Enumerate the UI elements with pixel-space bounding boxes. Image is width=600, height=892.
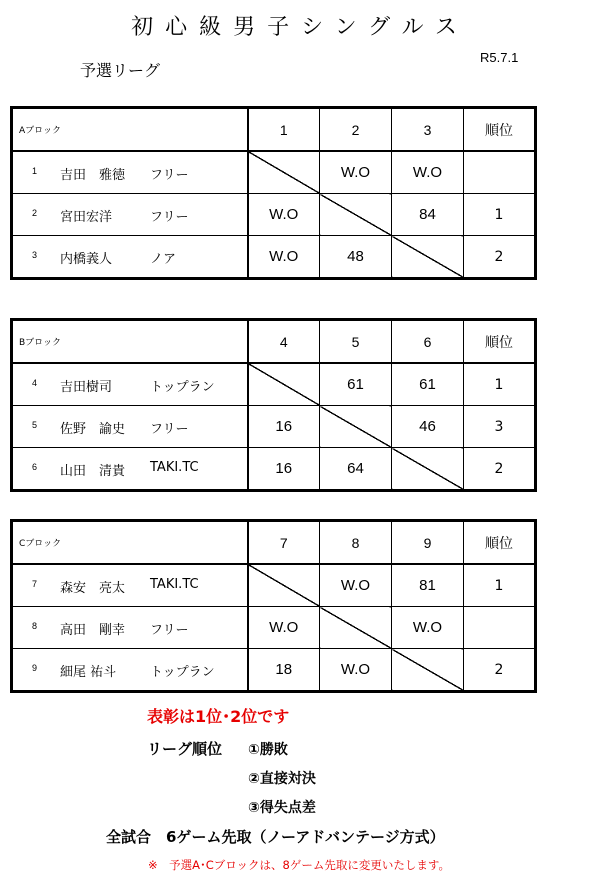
table-row	[12, 151, 536, 194]
player-name: 森安 亮太	[60, 581, 126, 596]
rank-rule-label: リーグ順位	[147, 740, 223, 758]
self-match-cell	[392, 649, 464, 692]
player-index: 8	[32, 621, 38, 631]
match-score: W.O	[248, 194, 320, 236]
footnote: ※ 予選A･Cブロックは、8ゲーム先取に変更いたします。	[148, 858, 450, 872]
player-name: 佐野 諭史	[60, 422, 126, 437]
match-score: W.O	[320, 649, 392, 692]
rank-rule-2: ②直接対決	[248, 771, 316, 787]
match-score: W.O	[320, 151, 392, 194]
block-name: Aブロック	[12, 108, 248, 152]
table-row	[12, 607, 536, 649]
self-match-cell	[248, 564, 320, 607]
player-cell	[12, 406, 248, 448]
rank-rule-3: ③得失点差	[248, 800, 316, 816]
match-score: W.O	[392, 151, 464, 194]
player-rank	[464, 607, 536, 649]
rank-rule-1: ①勝敗	[248, 742, 288, 758]
match-score: 84	[392, 194, 464, 236]
column-header-opponent: 6	[392, 320, 464, 364]
match-score: 61	[392, 363, 464, 406]
player-club: フリー	[150, 210, 189, 225]
player-rank: 2	[464, 236, 536, 279]
player-club: ノア	[150, 252, 177, 267]
player-club: トップラン	[150, 665, 215, 680]
player-cell	[12, 194, 248, 236]
player-name: 吉田樹司	[60, 380, 113, 395]
self-match-cell	[320, 406, 392, 448]
player-index: 3	[32, 250, 38, 260]
column-header-opponent: 2	[320, 108, 392, 152]
player-name: 細尾 祐斗	[60, 665, 117, 680]
player-cell	[12, 448, 248, 491]
block-name: Bブロック	[12, 320, 248, 364]
column-header-rank: 順位	[464, 108, 536, 152]
player-name: 高田 剛幸	[60, 623, 126, 638]
player-rank	[464, 151, 536, 194]
player-rank: 3	[464, 406, 536, 448]
page-title: 初心級男子シングルス	[131, 15, 469, 40]
player-cell	[12, 363, 248, 406]
self-match-cell	[320, 194, 392, 236]
player-index: 1	[32, 166, 38, 176]
player-index: 6	[32, 462, 38, 472]
match-score: W.O	[248, 607, 320, 649]
self-match-cell	[248, 151, 320, 194]
player-cell	[12, 236, 248, 279]
match-score: 46	[392, 406, 464, 448]
table-row	[12, 236, 536, 279]
column-header-opponent: 8	[320, 521, 392, 565]
column-header-opponent: 5	[320, 320, 392, 364]
player-club: フリー	[150, 623, 189, 638]
player-club: トップラン	[150, 380, 215, 395]
column-header-opponent: 7	[248, 521, 320, 565]
self-match-cell	[392, 448, 464, 491]
player-name: 吉田 雅徳	[60, 168, 126, 183]
player-name: 内橋義人	[60, 252, 113, 267]
player-index: 5	[32, 420, 38, 430]
match-score: 64	[320, 448, 392, 491]
column-header-opponent: 9	[392, 521, 464, 565]
player-club: TAKI.TC	[150, 460, 199, 475]
match-score: W.O	[392, 607, 464, 649]
league-table-block-2	[10, 318, 537, 492]
player-index: 7	[32, 579, 38, 589]
table-row	[12, 406, 536, 448]
player-name: 宮田宏洋	[60, 210, 113, 225]
match-score: W.O	[320, 564, 392, 607]
league-table-block-1	[10, 106, 537, 280]
league-table-block-3	[10, 519, 537, 693]
match-score: 16	[248, 406, 320, 448]
player-cell	[12, 607, 248, 649]
player-cell	[12, 564, 248, 607]
player-index: 2	[32, 208, 38, 218]
player-index: 4	[32, 378, 38, 388]
player-club: TAKI.TC	[150, 577, 199, 592]
match-score: 18	[248, 649, 320, 692]
date-label: R5.7.1	[480, 50, 519, 65]
player-rank: 1	[464, 363, 536, 406]
table-row	[12, 363, 536, 406]
match-score: 16	[248, 448, 320, 491]
block-name: Cブロック	[12, 521, 248, 565]
player-cell	[12, 649, 248, 692]
match-rule: 全試合 6ゲーム先取（ノーアドバンテージ方式）	[106, 828, 445, 846]
column-header-rank: 順位	[464, 521, 536, 565]
self-match-cell	[248, 363, 320, 406]
table-row	[12, 448, 536, 491]
column-header-opponent: 1	[248, 108, 320, 152]
player-rank: 2	[464, 649, 536, 692]
player-name: 山田 清貴	[60, 464, 126, 479]
self-match-cell	[320, 607, 392, 649]
match-score: 61	[320, 363, 392, 406]
match-score: W.O	[248, 236, 320, 279]
table-row	[12, 194, 536, 236]
award-note: 表彰は1位･2位です	[147, 707, 290, 726]
column-header-opponent: 3	[392, 108, 464, 152]
player-rank: 2	[464, 448, 536, 491]
player-rank: 1	[464, 564, 536, 607]
player-club: フリー	[150, 422, 189, 437]
match-score: 48	[320, 236, 392, 279]
player-club: フリー	[150, 168, 189, 183]
table-row	[12, 564, 536, 607]
table-row	[12, 649, 536, 692]
player-rank: 1	[464, 194, 536, 236]
match-score: 81	[392, 564, 464, 607]
player-index: 9	[32, 663, 38, 673]
subtitle: 予選リーグ	[80, 61, 161, 80]
column-header-rank: 順位	[464, 320, 536, 364]
self-match-cell	[392, 236, 464, 279]
player-cell	[12, 151, 248, 194]
column-header-opponent: 4	[248, 320, 320, 364]
